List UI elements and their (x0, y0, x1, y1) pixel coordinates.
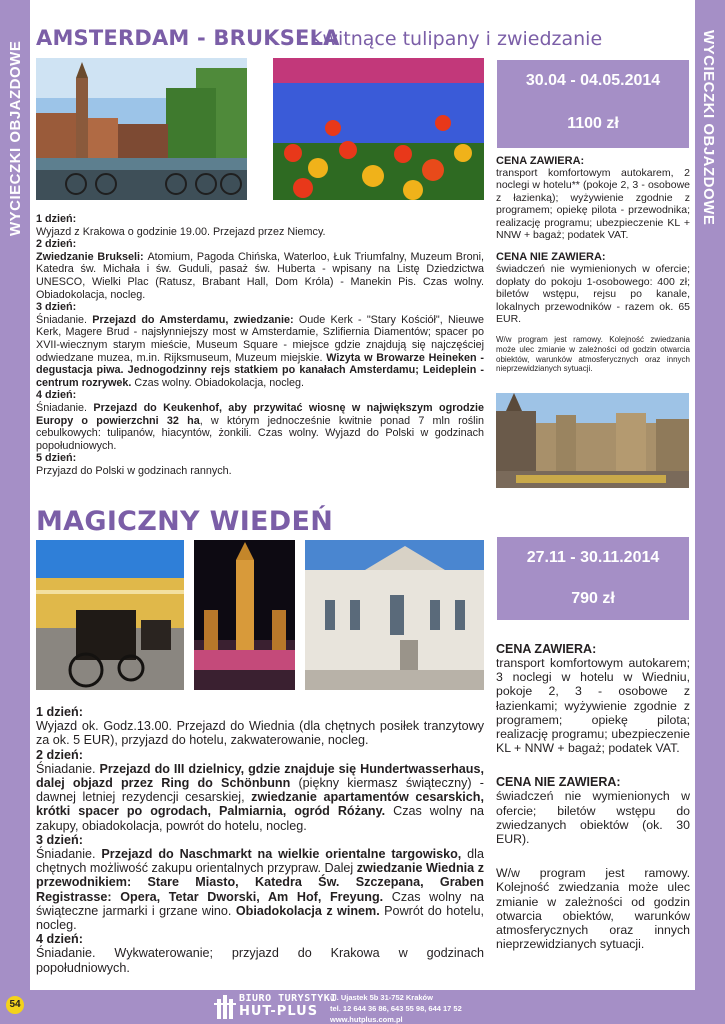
day-text-segment: Przejazd do Naschmarkt na wielkie orientalne targowisko, (101, 847, 462, 862)
address-line-1: ul. Ujastek 5b 31-752 Kraków (330, 993, 433, 1002)
day-text-segment: Czas wolny na świąteczne jarmarki i grzane wino. (36, 889, 484, 918)
day-description (36, 402, 484, 452)
day-text-segment: Śniadanie. (36, 761, 100, 776)
day-label: 4 dzień: (36, 932, 83, 947)
day-text-segment: Powrót do hotelu, nocleg. (36, 903, 485, 933)
day-text-segment: Przejazd do Keukenhof, aby przywitać wiosnę w największym ogrodzie Europy o powierzchni 32 ha (36, 401, 484, 427)
belvedere-palace-photo (305, 540, 484, 690)
side-label-right: WYCIECZKI OBJAZDOWE (700, 30, 717, 226)
trip2-excludes-text: świadczeń nie wymienionych w ofercie; biletów wstępu do zwiedzanych obiektów (ok. 30 EUR). (496, 789, 690, 847)
day-text-segment: Zwiedzanie Brukseli: (36, 250, 148, 263)
trip2-itinerary (36, 705, 484, 975)
trip1-excludes-text: świadczeń nie wymienionych w ofercie; dopłaty do pokoju 1-osobowego: 400 zł; biletów wstępu, rejsu po kanale, lokalnych przewodników - razem ok. 65 EUR. (496, 263, 690, 326)
trip1-dates: 30.04 - 04.05.2014 (525, 72, 661, 89)
trip1-note: W/w program jest ramowy. Kolejność zwiedzania może ulec zmianie w zależności od godzin otwarcia obiektów, warunków atmosferycznych oraz innych nieprzewidzianych sytuacji. (496, 335, 690, 374)
day-description (36, 719, 484, 747)
day-text-segment: , w którym jednocześnie kwitnie ponad 7 mln roślin cebulkowych: tulipanów, hiacyntów, żonkili. Czas wolny. Wyjazd do Polski w godzinach popołudniowych. (36, 414, 484, 452)
trip1-includes-title: CENA ZAWIERA: (496, 155, 585, 167)
day-text-segment: Śniadanie. Wykwaterowanie; przyjazd do Krakowa w godzinach popołudniowych. (36, 946, 484, 975)
day-text-segment: Śniadanie. (36, 847, 102, 862)
day-text-segment: zwiedzanie Wiednia z przewodnikiem: Stare Miasto, Katedra Św. Szczepana, Graben Registrasse: Opera, Tetar Dworski, Am Hof, Freyung. (36, 861, 485, 904)
day-text-segment: Przejazd do Amsterdamu, zwiedzanie: (92, 313, 299, 326)
trip2-info (496, 642, 690, 951)
logo-bottom-text: HUT-PLUS (239, 1004, 319, 1019)
day-text-segment: Czas wolny. Obiadokolacja, nocleg. (131, 376, 305, 389)
day-text-segment: dla chętnych możliwość zakupu orientalnych przypraw. Dalej (36, 847, 484, 876)
day-label: 2 dzień: (36, 747, 83, 762)
day-label: 4 dzień: (36, 389, 77, 402)
page-number-badge: 54 (6, 996, 24, 1014)
logo-top-text: BIURO TURYSTYKI (239, 993, 337, 1004)
trip2-note: W/w program jest ramowy. Kolejność zwiedzania może ulec zmianie w zależności od godzin otwarcia obiektów, warunków atmosferycznych oraz innych nieprzewidzianych sytuacji. (496, 866, 690, 952)
day-text-segment: Śniadanie. (36, 401, 94, 414)
day-label: 2 dzień: (36, 238, 77, 251)
trip2-price: 790 zł (571, 590, 615, 607)
day-description (36, 762, 484, 833)
day-text-segment: Przyjazd do Polski w godzinach rannych. (36, 464, 232, 477)
trip2-includes-title: CENA ZAWIERA: (496, 642, 597, 656)
trip1-price: 1100 zł (567, 115, 619, 132)
day-label: 1 dzień: (36, 705, 83, 719)
day-text-segment: Śniadanie. (36, 313, 93, 326)
day-text-segment: Obiadokolacja z winem. (235, 903, 380, 918)
trip1-price-box (497, 60, 689, 148)
trip2-price-box (497, 537, 689, 620)
trip2-dates: 27.11 - 30.11.2014 (526, 549, 660, 566)
day-text-segment: Wyjazd ok. Godz.13.00. Przejazd do Wiednia (dla chętnych posiłek tranzytowy za ok. 5 EUR), przyjazd do hotelu, zakwaterowanie, nocleg. (36, 719, 484, 748)
vienna-city-hall-night-photo (194, 540, 295, 690)
day-text-segment: Przejazd do III dzielnicy, gdzie znajduje się Hundertwasserhaus, dalej objazd przez Ring do Schönbunn (36, 761, 484, 791)
day-text-segment: Atomium, Pagoda Chińska, Waterloo, Łuk Triumfalny, Muzeum Broni, Katedra św. Michała i św. Guduli, pasaż św. Huberta - wpisany na Listę Dziedzictwa UNESCO, Wielki Plac (Ratusz, Brabant Hall, Dom Króla) - Manekin Pis. Czas wolny. Obiadokolacja, nocleg. (36, 250, 484, 301)
footer-address (330, 992, 462, 1024)
day-description (36, 251, 484, 301)
trip2-excludes-title: CENA NIE ZAWIERA: (496, 775, 621, 790)
trip1-title: AMSTERDAM - BRUKSELA (36, 26, 340, 50)
day-text-segment: Wizyta w Browarze Heineken - degustacja piwa. Jednogodzinny rejs statkiem po kanałach Amsterdamu; Leideplein - centrum rozrywek. (36, 351, 485, 389)
day-text-segment: Czas wolny na zakupy, obiadokolacja, powrót do hotelu, nocleg. (36, 804, 484, 833)
day-description (36, 314, 484, 390)
day-text-segment: (piękny kiermasz świąteczny) - dawnej letniej rezydencji cesarskiej, (36, 776, 484, 805)
day-text-segment: zwiedzanie apartamentów cesarskich, krótki spacer po ogrodach, Palmiarnia, ogród Różany. (36, 790, 484, 819)
brussels-grand-place-photo (496, 393, 689, 488)
trip1-includes-text: transport komfortowym autokarem, 2 noclegi w hotelu** (pokoje 2, 3 - osobowe z łazienką); wyżywienie zgodnie z programem; opiekę pilota - przewodnika; realizację programu; ubezpieczenie KL + NNW + bagaż; podatek VAT. (496, 167, 690, 242)
day-text-segment: Wyjazd z Krakowa o godzinie 19.00. Przejazd przez Niemcy. (36, 225, 326, 238)
tulips-photo (273, 58, 484, 200)
day-label: 3 dzień: (36, 301, 77, 314)
address-line-2: tel. 12 644 36 86, 643 55 98, 644 17 52 (330, 1004, 462, 1013)
tower-logo-icon (214, 993, 236, 1019)
amsterdam-canal-photo (36, 58, 247, 200)
address-line-3: www.hutplus.com.pl (330, 1015, 403, 1024)
side-label-left: WYCIECZKI OBJAZDOWE (7, 40, 24, 236)
day-text-segment: Oude Kerk - "Stary Kościół", Nieuwe Kerk, Magere Brud - najsłynniejszy most w Amsterdamie, Szlifiernia Diamentów; spacer po XVII-wiecznym starym mieście, Museum Square - miejsce gdzie znajdują się najczęściej odwiedzane muzea, m.in. Rijksmuseum, Muzeum miejskie. (36, 313, 485, 364)
trip1-excludes-title: CENA NIE ZAWIERA: (496, 251, 606, 264)
day-label: 1 dzień: (36, 213, 77, 225)
day-description (36, 847, 484, 932)
day-label: 5 dzień: (36, 452, 77, 465)
trip2-includes-text: transport komfortowym autokarem; 3 noclegi w hotelu w Wiedniu, pokoje 2, 3 - osobowe z łazienkami; wyżywienie zgodnie z programem; opiekę pilota; realizację programu; ubezpieczenie KL + NNW + bagaż; podatek VAT. (496, 656, 690, 756)
day-label: 3 dzień: (36, 832, 83, 847)
day-description (36, 226, 484, 239)
trip1-itinerary (36, 213, 484, 477)
trip2-title: MAGICZNY WIEDEŃ (36, 506, 334, 537)
trip1-subtitle: Kwitnące tulipany i zwiedzanie (310, 28, 603, 50)
day-description (36, 946, 484, 974)
trip1-info (496, 155, 690, 374)
schonbrunn-carriage-photo (36, 540, 184, 690)
day-description (36, 465, 484, 478)
side-strip-right (695, 0, 725, 1024)
side-strip-left (0, 0, 30, 1024)
